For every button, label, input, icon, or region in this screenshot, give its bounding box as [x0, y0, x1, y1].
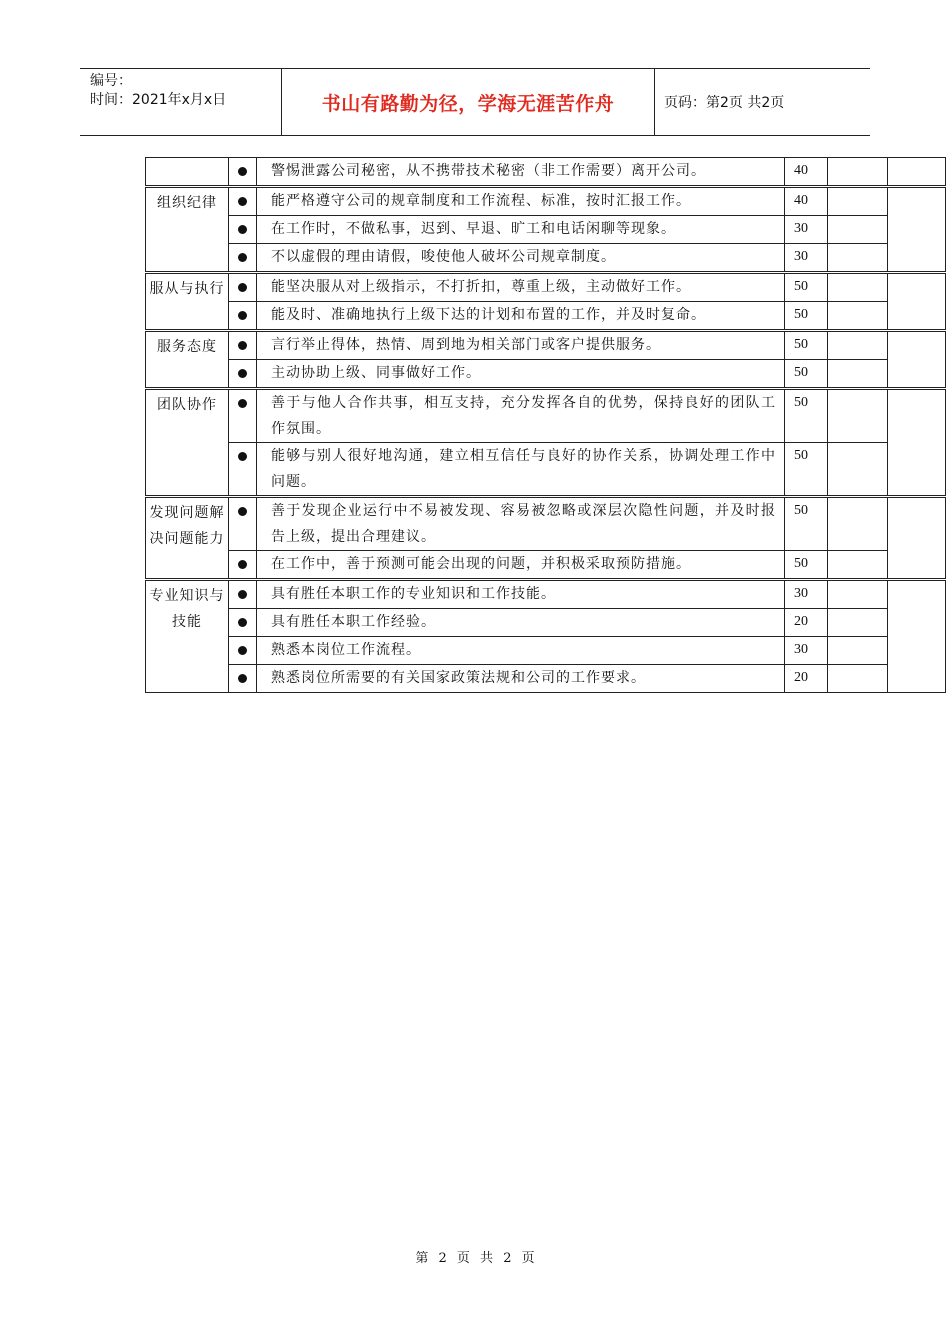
bullet-icon [238, 646, 247, 655]
score-cell: 50 [785, 331, 828, 360]
header-divider-right [654, 68, 655, 136]
group-evaluation-cell [888, 187, 946, 273]
header-page-info: 页码：第2页 共2页 [664, 95, 785, 111]
bullet-cell [229, 360, 257, 389]
header-page-info-cell [664, 68, 784, 136]
criterion-text: 善于与他人合作共事，相互支持，充分发挥各自的优势，保持良好的团队工作氛围。 [257, 389, 785, 443]
self-evaluation-cell [828, 580, 888, 609]
self-evaluation-cell [828, 187, 888, 216]
score-cell: 30 [785, 580, 828, 609]
group-evaluation-cell [888, 497, 946, 580]
bullet-icon [238, 167, 247, 176]
bullet-icon [238, 341, 247, 350]
criterion-text: 能严格遵守公司的规章制度和工作流程、标准，按时汇报工作。 [257, 187, 785, 216]
score-cell: 30 [785, 216, 828, 244]
table-row [146, 497, 946, 551]
bullet-icon [238, 590, 247, 599]
category-cell: 团队协作 [146, 389, 229, 497]
table-row [146, 443, 946, 497]
bullet-icon [238, 399, 247, 408]
criterion-text: 善于发现企业运行中不易被发现、容易被忽略或深层次隐性问题，并及时报告上级，提出合理建议。 [257, 497, 785, 551]
table-row [146, 389, 946, 443]
table-row [146, 302, 946, 331]
bullet-icon [238, 560, 247, 569]
criterion-text: 在工作时，不做私事，迟到、早退、旷工和电话闲聊等现象。 [257, 216, 785, 244]
score-cell: 50 [785, 302, 828, 331]
self-evaluation-cell [828, 665, 888, 693]
bullet-cell [229, 665, 257, 693]
score-cell: 50 [785, 273, 828, 302]
table-row [146, 273, 946, 302]
bullet-cell [229, 609, 257, 637]
criterion-text: 熟悉本岗位工作流程。 [257, 637, 785, 665]
table-row [146, 360, 946, 389]
criterion-text: 主动协助上级、同事做好工作。 [257, 360, 785, 389]
self-evaluation-cell [828, 331, 888, 360]
criterion-text: 不以虚假的理由请假，唆使他人破坏公司规章制度。 [257, 244, 785, 273]
header-motto: 书山有路勤为径，学海无涯苦作舟 [321, 92, 615, 115]
bullet-icon [238, 369, 247, 378]
category-cell [146, 158, 229, 187]
bullet-icon [238, 674, 247, 683]
criterion-text: 具有胜任本职工作经验。 [257, 609, 785, 637]
self-evaluation-cell [828, 158, 888, 187]
criterion-text: 能坚决服从对上级指示，不打折扣，尊重上级，主动做好工作。 [257, 273, 785, 302]
bullet-icon [238, 311, 247, 320]
self-evaluation-cell [828, 389, 888, 443]
table-row [146, 580, 946, 609]
bullet-icon [238, 253, 247, 262]
self-evaluation-cell [828, 609, 888, 637]
header-motto-cell [282, 68, 654, 136]
table-row [146, 216, 946, 244]
table-row [146, 609, 946, 637]
bullet-icon [238, 507, 247, 516]
bullet-cell [229, 637, 257, 665]
bullet-cell [229, 497, 257, 551]
criterion-text: 能及时、准确地执行上级下达的计划和布置的工作，并及时复命。 [257, 302, 785, 331]
table-row [146, 637, 946, 665]
self-evaluation-cell [828, 637, 888, 665]
score-cell: 30 [785, 244, 828, 273]
bullet-icon [238, 197, 247, 206]
self-evaluation-cell [828, 273, 888, 302]
category-cell: 专业知识与技能 [146, 580, 229, 693]
document-time-label: 时间：2021年x月x日 [90, 92, 227, 108]
table-row [146, 665, 946, 693]
document-header [80, 68, 870, 136]
score-cell: 20 [785, 609, 828, 637]
group-evaluation-cell [888, 273, 946, 331]
score-cell: 40 [785, 187, 828, 216]
criterion-text: 言行举止得体，热情、周到地为相关部门或客户提供服务。 [257, 331, 785, 360]
self-evaluation-cell [828, 551, 888, 580]
bullet-cell [229, 273, 257, 302]
score-cell: 20 [785, 665, 828, 693]
bullet-cell [229, 244, 257, 273]
bullet-cell [229, 187, 257, 216]
bullet-icon [238, 283, 247, 292]
evaluation-table-body [146, 158, 946, 693]
bullet-cell [229, 216, 257, 244]
category-cell: 组织纪律 [146, 187, 229, 273]
category-cell: 服务态度 [146, 331, 229, 389]
bullet-cell [229, 389, 257, 443]
table-row [146, 158, 946, 187]
bullet-cell [229, 551, 257, 580]
score-cell: 50 [785, 551, 828, 580]
bullet-cell [229, 443, 257, 497]
score-cell: 40 [785, 158, 828, 187]
score-cell: 50 [785, 497, 828, 551]
score-cell: 50 [785, 360, 828, 389]
bullet-icon [238, 225, 247, 234]
self-evaluation-cell [828, 244, 888, 273]
group-evaluation-cell [888, 331, 946, 389]
bullet-cell [229, 331, 257, 360]
document-number-label: 编号： [90, 73, 132, 89]
table-row [146, 551, 946, 580]
self-evaluation-cell [828, 360, 888, 389]
table-row [146, 187, 946, 216]
criterion-text: 具有胜任本职工作的专业知识和工作技能。 [257, 580, 785, 609]
self-evaluation-cell [828, 443, 888, 497]
score-cell: 50 [785, 389, 828, 443]
criterion-text: 能够与别人很好地沟通，建立相互信任与良好的协作关系，协调处理工作中问题。 [257, 443, 785, 497]
header-meta [90, 72, 226, 110]
criterion-text: 熟悉岗位所需要的有关国家政策法规和公司的工作要求。 [257, 665, 785, 693]
criterion-text: 在工作中，善于预测可能会出现的问题，并积极采取预防措施。 [257, 551, 785, 580]
table-row [146, 331, 946, 360]
table-row [146, 244, 946, 273]
bullet-cell [229, 302, 257, 331]
bullet-icon [238, 452, 247, 461]
group-evaluation-cell [888, 158, 946, 187]
page-footer: 第 2 页 共 2 页 [415, 1251, 535, 1266]
group-evaluation-cell [888, 389, 946, 497]
self-evaluation-cell [828, 497, 888, 551]
bullet-icon [238, 618, 247, 627]
evaluation-table [145, 157, 946, 693]
bullet-cell [229, 158, 257, 187]
category-cell: 发现问题解决问题能力 [146, 497, 229, 580]
self-evaluation-cell [828, 216, 888, 244]
self-evaluation-cell [828, 302, 888, 331]
category-cell: 服从与执行 [146, 273, 229, 331]
score-cell: 30 [785, 637, 828, 665]
score-cell: 50 [785, 443, 828, 497]
criterion-text: 警惕泄露公司秘密，从不携带技术秘密（非工作需要）离开公司。 [257, 158, 785, 187]
group-evaluation-cell [888, 580, 946, 693]
evaluation-table-wrapper [145, 157, 946, 693]
bullet-cell [229, 580, 257, 609]
